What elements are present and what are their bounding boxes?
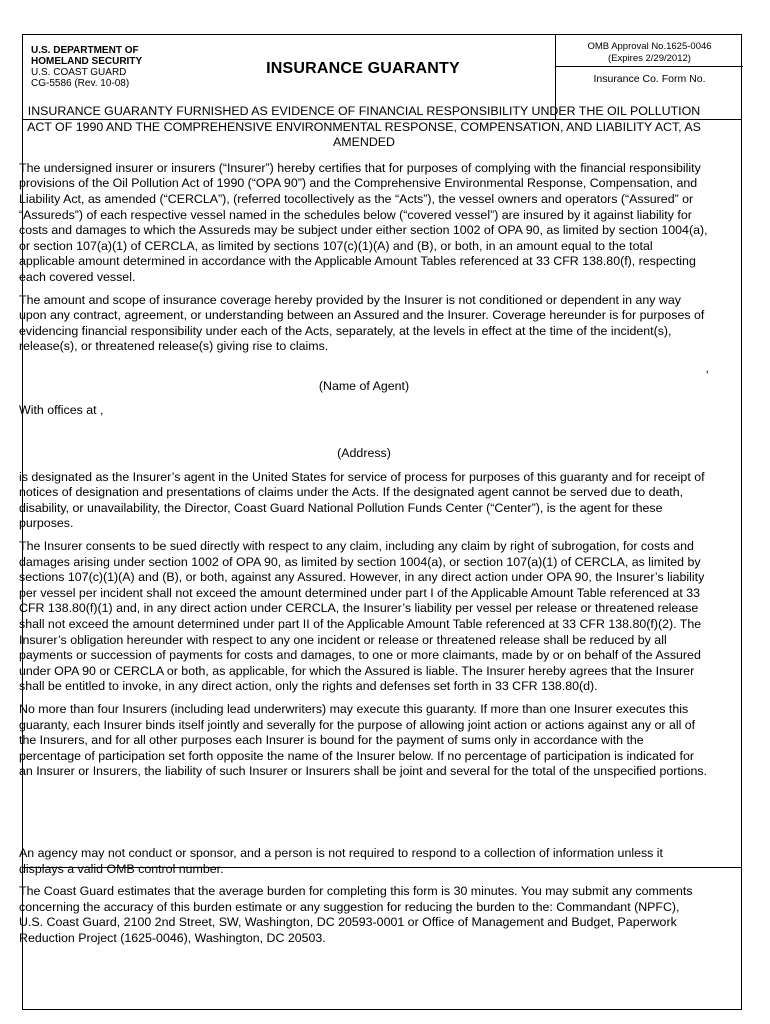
paperwork-notice — [19, 846, 699, 954]
offices-line: With offices at , — [19, 402, 104, 417]
agency-line: HOMELAND SECURITY — [31, 56, 143, 67]
omb-expiration: (Expires 2/29/2012) — [608, 53, 691, 64]
insurance-form-label: Insurance Co. Form No. — [593, 73, 706, 85]
notice-omb: An agency may not conduct or sponsor, and a person is not required to respond to a collection of information unless it displays a valid OMB control number. — [19, 846, 664, 876]
agency-line: U.S. COAST GUARD — [31, 67, 127, 78]
paragraph-insurers: No more than four Insurers (including lead underwriters) may execute this guaranty. If more than one Insurer executes this guaranty, each Insurer binds itself jointly and severally for the purpose of allowing joint action or actions against any or all of the Insurers, and for all other purposes each Insurer is bound for the payment of sums only in accordance with the percentage of participation set forth opposite the name of the Insurer below. If no percentage of participation is indicated for an Insurer or Insurers, the liability of such Insurer or Insurers shall be joint and several for the total of the unspecified portions. — [19, 702, 708, 779]
agent-name-label: (Name of Agent) — [318, 378, 410, 393]
omb-approval-number: OMB Approval No.1625-0046 — [587, 41, 712, 52]
agency-line: U.S. DEPARTMENT OF — [31, 45, 139, 56]
paragraph-certification: The undersigned insurer or insurers (“Insurer”) hereby certifies that for purposes of complying with the financial responsibility provisions of the Oil Pollution Act of 1990 (“OPA 90”) and the Comprehensive Environmental Response, Compensation, and Liability Act, as amended (“CERCLA”), (referred tocollectively as the “Acts”), the vessel owners and operators (“Assured” or “Assureds”) of each respective vessel named in the schedules below (“covered vessel”) are insured by it against liability for costs and damages to which the Assureds may be subject under either section 1002 of OPA 90, as limited by section 1004(a), or section 107(a)(1) of CERCLA, as limited by sections 107(c)(1)(A) and (B), or both, in an amount equal to the total applicable amount determined in accordance with the Applicable Amount Tables referenced at 33 CFR 138.80(f), respecting each covered vessel. — [19, 160, 708, 284]
form-number: CG-5586 (Rev. 10-08) — [31, 78, 130, 89]
omb-approval — [556, 35, 743, 67]
address-label: (Address) — [337, 446, 391, 461]
notice-burden: The Coast Guard estimates that the average burden for completing this form is 30 minutes. You may submit any comments concerning the accuracy of this burden estimate or any suggestion for reducing the burden to the: Commandant (NPFC), U.S. Coast Guard, 2100 2nd Street, SW, Washington, DC 20593-0001 or Office of Management and Budget, Paperwork Reduction Project (1625-0046), Washington, DC 20503. — [19, 884, 693, 945]
agent-comma: , — [705, 360, 709, 375]
paragraph-agent: is designated as the Insurer’s agent in the United States for service of process for purposes of this guaranty and for receipt of notices of designation and presentations of claims under the Acts. If the designated agent cannot be served due to death, disability, or unavailability, the Director, Coast Guard National Pollution Funds Center (“Center”), is the agent for these purposes. — [19, 469, 705, 531]
form-title: INSURANCE GUARANTY — [266, 60, 460, 77]
paragraph-coverage: The amount and scope of insurance coverage hereby provided by the Insurer is not conditioned or dependent in any way upon any contract, agreement, or understanding between an Assured and the Insurer. Coverage hereunder is for purposes of evidencing financial responsibility under each of the Acts, separately, at the levels in effect at the time of the incident(s), release(s), or threatened release(s) giving rise to claims. — [19, 292, 705, 354]
address-entry-line[interactable] — [19, 418, 709, 446]
form-body — [19, 104, 709, 787]
agency-block — [31, 45, 142, 89]
form-heading: INSURANCE GUARANTY FURNISHED AS EVIDENCE OF FINANCIAL RESPONSIBILITY UNDER THE OIL POLLUTION ACT OF 1990 AND THE COMPREHENSIVE ENVIRONMENTAL RESPONSE, COMPENSATION, AND LIABILITY ACT, AS AMENDED — [27, 104, 701, 150]
agent-name-line[interactable] — [19, 362, 709, 377]
paragraph-consent: The Insurer consents to be sued directly with respect to any claim, including any claim by right of subrogation, for costs and damages arising under section 1002 of OPA 90, as limited by section 1004(a), or section 107(a)(1) of CERCLA, as limited by sections 107(c)(1)(A) and (B), or both, against any Assured. However, in any direct action under OPA 90, the Insurer’s liability per vessel per incident shall not exceed the amount determined under part I of the Applicable Amount Table referenced at 33 CFR 138.80(f)(1) and, in any direct action under CERCLA, the Insurer’s liability per vessel per release or threatened release shall not exceed the amount determined under part II of the Applicable Amount Table referenced at 33 CFR 138.80(f)(2). The Insurer’s obligation hereunder with respect to any one incident or release or threatened release shall be reduced by all payments or succession of payments for costs and damages, to one or more claimants, made by or on behalf of the Assured under OPA 90 or CERCLA or both, as applicable, for which the Assured is liable. The Insurer hereby agrees that the Insurer shall be entitled to invoke, in any direct action, only the rights and defenses set forth in 33 CFR 138.80(d). — [19, 539, 705, 694]
